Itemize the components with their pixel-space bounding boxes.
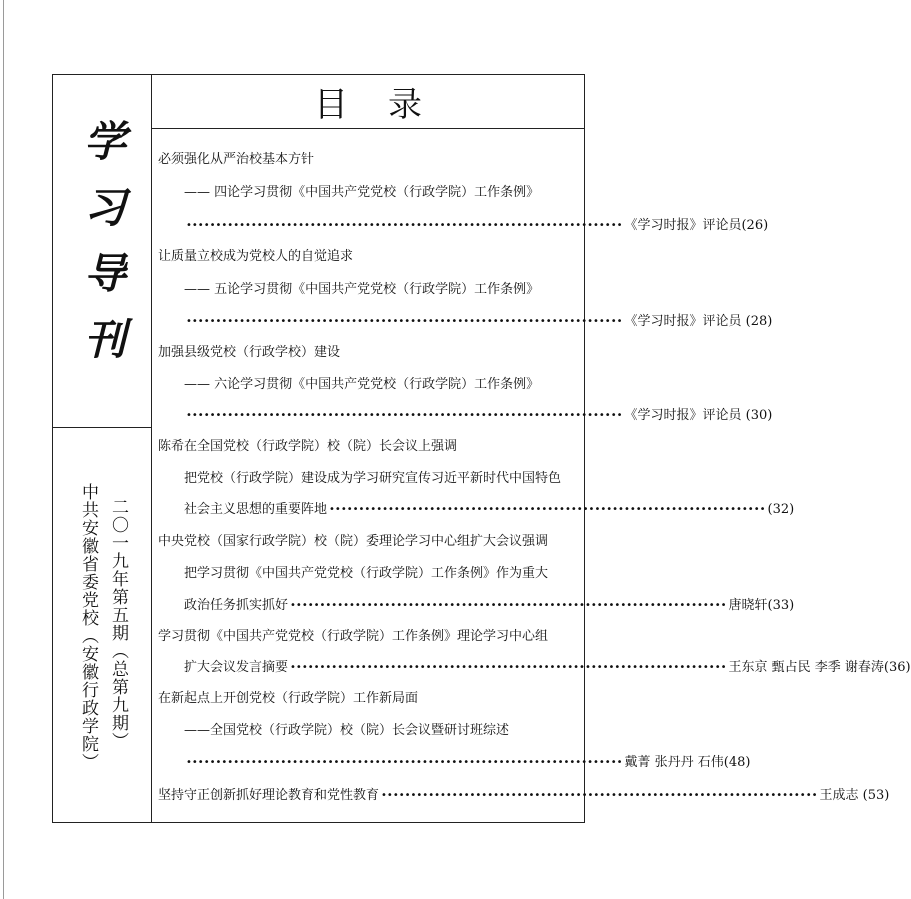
dot-leader: •••••••••••••••••••••••••••••••••••••••••••••••••••••••••••••••••••••••••• (290, 662, 727, 673)
publisher-name: 中共安徽省委党校（安徽行政学院） (78, 483, 98, 771)
toc-entry-leader (158, 312, 773, 332)
dot-leader: •••••••••••••••••••••••••••••••••••••••••••••••••••••••••••••••••••••••••• (186, 220, 623, 231)
toc-entry-leader (158, 406, 773, 426)
toc-entry-title[interactable]: 陈希在全国党校（行政学院）校（院）长会议上强调 (158, 439, 458, 454)
toc-entry-title[interactable]: 学习贯彻《中国共产党党校（行政学院）工作条例》理论学习中心组 (158, 629, 549, 644)
toc-entry-subtitle-cont: 社会主义思想的重要阵地 (184, 502, 328, 517)
toc-entry-subtitle: —— 四论学习贯彻《中国共产党党校（行政学院）工作条例》 (184, 185, 540, 200)
dot-leader: •••••••••••••••••••••••••••••••••••••••••••••••••••••••••••••••••••••••••• (290, 600, 727, 611)
toc-entry-leader (158, 658, 911, 678)
vertical-divider (151, 75, 152, 822)
toc-entry-subtitle: ——全国党校（行政学院）校（院）长会议暨研讨班综述 (184, 723, 510, 738)
toc-entry-title[interactable]: 让质量立校成为党校人的自觉追求 (158, 249, 354, 264)
toc-entry-title[interactable]: 必须强化从严治校基本方针 (158, 152, 315, 167)
toc-entry-subtitle: 把党校（行政学院）建设成为学习研究宣传习近平新时代中国特色 (184, 471, 562, 486)
toc-entry-title[interactable]: 坚持守正创新抓好理论教育和党性教育 (158, 788, 380, 803)
toc-entry-subtitle: 把学习贯彻《中国共产党党校（行政学院）工作条例》作为重大 (184, 566, 549, 581)
dot-leader: •••••••••••••••••••••••••••••••••••••••••••••••••••••••••••••••••••••••••• (186, 316, 623, 327)
dot-leader: •••••••••••••••••••••••••••••••••••••••••••••••••••••••••••••••••••••••••• (186, 757, 623, 768)
toc-heading: 目录 (314, 85, 462, 125)
toc-entry-title[interactable]: 中央党校（国家行政学院）校（院）委理论学习中心组扩大会议强调 (158, 534, 549, 549)
toc-entry-leader (158, 786, 890, 806)
toc-entry-author: 《学习时报》评论员 (30) (624, 408, 773, 423)
dot-leader: •••••••••••••••••••••••••••••••••••••••••••••••••••••••••••••••••••••••••• (329, 504, 766, 515)
toc-entry-author: 王成志 (53) (819, 788, 890, 803)
title-divider (151, 128, 584, 129)
journal-brand-title: 学习导刊 (78, 119, 127, 383)
toc-entry-author: (32) (767, 502, 795, 517)
issue-number: 二〇一九年第五期（总第九期） (108, 498, 128, 750)
toc-entry-author: 唐晓轩(33) (728, 598, 795, 613)
toc-entry-subtitle: —— 六论学习贯彻《中国共产党党校（行政学院）工作条例》 (184, 377, 540, 392)
page-edge (3, 0, 4, 899)
toc-entry-author: 戴菁 张丹丹 石伟(48) (624, 755, 751, 770)
toc-entry-subtitle: —— 五论学习贯彻《中国共产党党校（行政学院）工作条例》 (184, 282, 540, 297)
toc-entry-author: 《学习时报》评论员(26) (624, 218, 769, 233)
toc-entry-subtitle-cont: 扩大会议发言摘要 (184, 660, 289, 675)
toc-entry-author: 王东京 甄占民 李季 谢春涛(36) (728, 660, 911, 675)
issue-info-panel (53, 428, 151, 822)
toc-entry-subtitle-cont: 政治任务抓实抓好 (184, 598, 289, 613)
toc-entry-title[interactable]: 加强县级党校（行政学校）建设 (158, 345, 341, 360)
toc-entry-leader (158, 216, 769, 236)
toc-entry-leader (158, 500, 795, 520)
dot-leader: •••••••••••••••••••••••••••••••••••••••••••••••••••••••••••••••••••••••••• (186, 410, 623, 421)
toc-entry-title[interactable]: 在新起点上开创党校（行政学院）工作新局面 (158, 691, 419, 706)
toc-entry-author: 《学习时报》评论员 (28) (624, 314, 773, 329)
toc-entry-leader (158, 753, 751, 773)
dot-leader: •••••••••••••••••••••••••••••••••••••••••••••••••••••••••••••••••••••••••• (381, 790, 818, 801)
toc-entry-leader (158, 596, 795, 616)
